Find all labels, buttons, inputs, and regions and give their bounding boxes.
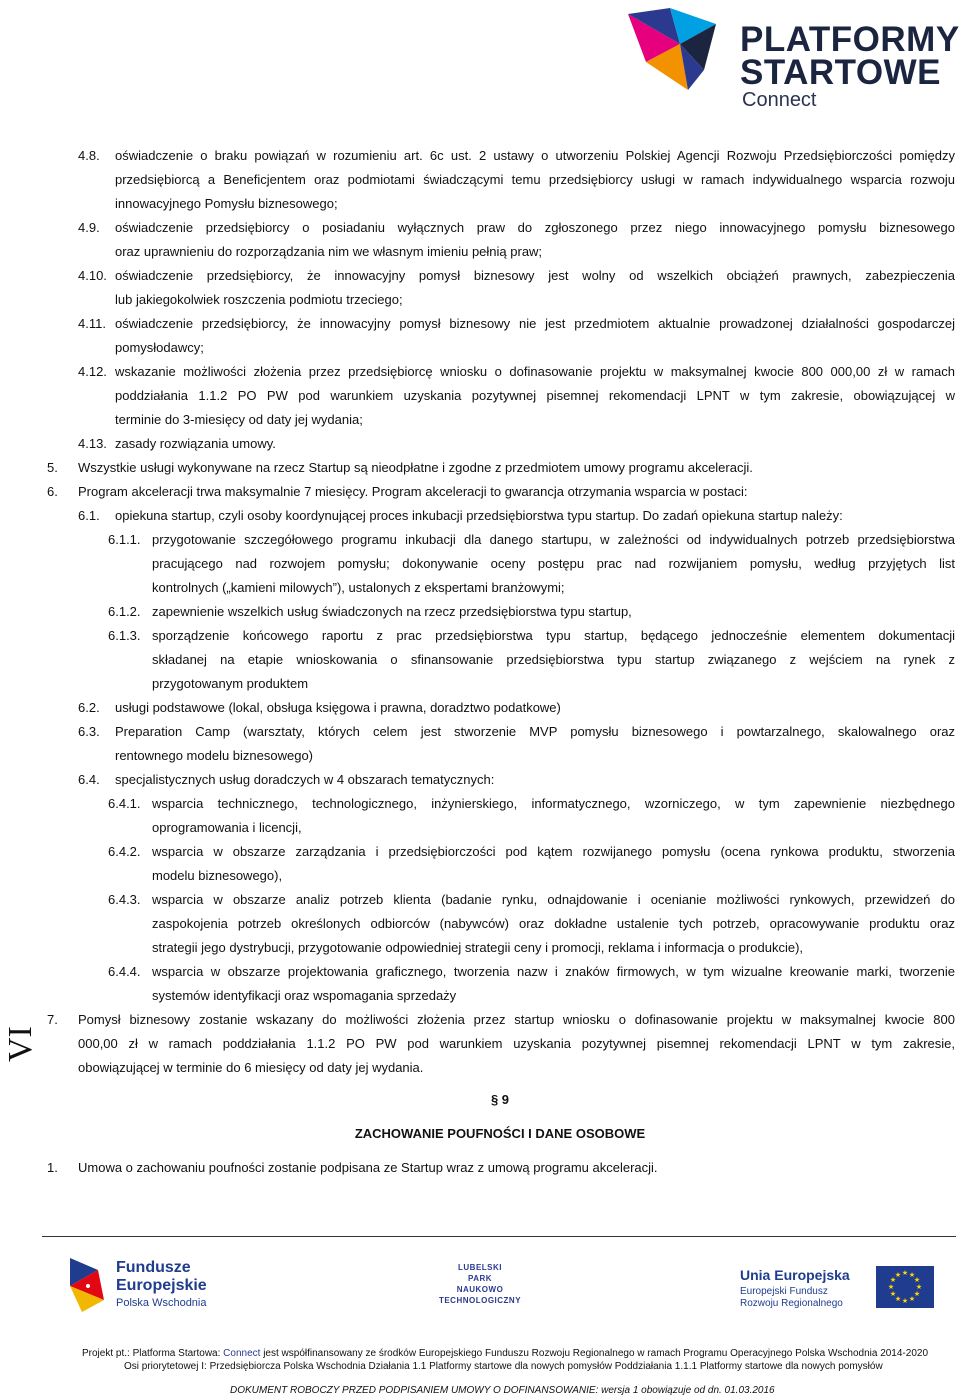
svg-text:★: ★ [889,1290,897,1298]
item-number: 6.1.1. [108,532,141,547]
item-text-line: specjalistycznych usług doradczych w 4 obszarach tematycznych: [115,772,495,787]
svg-text:★: ★ [908,1295,916,1303]
item-text-line: 000,00 zł w ramach poddziałania 1.1.2 PO PW pod warunkiem uzyskania pozytywnej pisemnej rekomendacji LPNT w tym zakresie, [78,1036,955,1051]
footer-project-rest: jest współfinansowany ze środków Europejskiego Funduszu Rozwoju Regionalnego w ramach Programu Operacyjnego Polska Wschodnia 2014-2020 [260,1348,929,1359]
item-text-line: strategii jego dystrybucji, przygotowanie odpowiedniej strategii ceny i promocji, reklama i informacja o produkcie), [152,940,804,955]
item-text-line: zaspokojenia potrzeb określonych odbiorców (nabywców) oraz dokładne ustalenie tych potrzeb, opracowywanie produktu oraz [152,916,955,931]
footer-project-line [82,1348,928,1360]
svg-text:★: ★ [913,1290,921,1298]
section-title: ZACHOWANIE POUFNOŚCI I DANE OSOBOWE [354,1126,646,1141]
item-text-line: terminie do 3-miesięcy od daty jej wydania; [115,412,363,427]
item-text-line: wsparcia w obszarze projektowania graficznego, tworzenia nazw i znaków firmowych, w tym wizualne kreowanie marki, tworzenie [152,964,955,979]
item-text-line: usługi podstawowe (lokal, obsługa księgowa i prawna, doradztwo podatkowe) [115,700,561,715]
lp-logo-line: TECHNOLOGICZNY [438,1296,522,1305]
item-text-line: wsparcia w obszarze zarządzania i przedsiębiorczości pod kątem rozwijanego pomysłu (ocena rynkowa produktu, stworzenia [152,844,955,859]
fe-logo-line3: Polska Wschodnia [116,1297,207,1309]
eu-flag-icon [876,1266,934,1308]
fundusze-europejskie-logo [68,1252,228,1316]
svg-text:★: ★ [915,1283,923,1291]
svg-text:★: ★ [887,1283,895,1291]
item-number: 6.1. [78,508,100,523]
item-text-line: obowiązującej w terminie do 6 miesięcy od daty jej wydania. [78,1060,424,1075]
item-text-line: systemów identyfikacji oraz wspomagania sprzedaży [152,988,457,1003]
item-number: 4.13. [78,436,107,451]
footer-divider [42,1236,956,1237]
item-text-line: oświadczenie przedsiębiorcy o posiadaniu wyłącznych praw do zgłoszonego przez niego innowacyjnego pomysłu biznesowego [115,220,955,235]
item-text-line: przygotowanie szczegółowego programu inkubacji dla danego startupu, w zależności od indywidualnych potrzeb przedsiębiorstwa [152,532,955,547]
footer-draft-notice: DOKUMENT ROBOCZY PRZED PODPISANIEM UMOWY O DOFINANSOWANIE: wersja 1 obowiązuje od dn. 01.03.2016 [230,1385,775,1396]
item-text-line: Pomysł biznesowy zostanie wskazany do możliwości złożenia przez startup wniosku o dofinasowanie projektu w maksymalnej kwocie 800 [78,1012,955,1027]
platformy-startowe-logo [618,4,960,116]
footer-project-connect: Connect [223,1348,261,1359]
origami-bird-icon [618,4,738,116]
item-text-line: Wszystkie usługi wykonywane na rzecz Startup są nieodpłatne i zgodne z przedmiotem umowy programu akceleracji. [78,460,753,475]
footer-project-prefix: Projekt pt.: Platforma Startowa: [82,1348,224,1359]
item-number: 6. [47,484,58,499]
item-number: 4.10. [78,268,107,283]
item-number: 6.3. [78,724,100,739]
item-text-line: Program akceleracji trwa maksymalnie 7 miesięcy. Program akceleracji to gwarancja otrzymania wsparcia w postaci: [78,484,748,499]
item-number: 6.2. [78,700,100,715]
svg-text:★: ★ [913,1276,921,1284]
item-text-line: przedsiębiorcą a Beneficjentem oraz podmiotami świadczącymi temu przedsiębiorcy usługi w ramach indywidualnego wsparcia rozwoju [115,172,955,187]
item-text-line: oraz uprawnieniu do rozporządzania nim we własnym imieniu pełnią praw; [115,244,543,259]
item-text-line: pomysłodawcy; [115,340,204,355]
svg-text:★: ★ [894,1295,902,1303]
item-number: 4.9. [78,220,100,235]
item-number: 6.4.1. [108,796,141,811]
logo-title-line2: STARTOWE [740,53,942,92]
svg-text:★: ★ [889,1276,897,1284]
item-text-line: przygotowanym produktem [152,676,309,691]
lubelski-park-logo [430,1262,530,1314]
item-number: 4.12. [78,364,107,379]
item-number: 6.4.2. [108,844,141,859]
logo-subtitle: Connect [742,89,817,111]
item-text-line: Umowa o zachowaniu poufności zostanie podpisana ze Startup wraz z umową programu akceleracji. [78,1160,658,1175]
item-text-line: wsparcia w obszarze analiz potrzeb klienta (badanie rynku, odnajdowanie i ocenianie możliwości rynkowych, przewidzeń do [152,892,955,907]
item-text-line: oświadczenie przedsiębiorcy, że innowacyjny pomysł biznesowy nie jest przedmiotem aktualnie prowadzonej działalności gospodarczej [115,316,955,331]
svg-text:★: ★ [894,1271,902,1279]
item-text-line: opiekuna startup, czyli osoby koordynującej proces inkubacji przedsiębiorstwa typu startup. Do zadań opiekuna startup należy: [115,508,843,523]
unia-europejska-logo [740,1262,936,1318]
item-text-line: zasady rozwiązania umowy. [115,436,276,451]
side-margin-mark [0,1000,40,1060]
item-text-line: zapewnienie wszelkich usług świadczonych na rzecz przedsiębiorstwa typu startup, [152,604,632,619]
lp-logo-line: PARK [467,1274,493,1283]
item-text-line: pracującego nad rozwojem pomysłu; dokonywanie oceny postępu prac nad rozwijaniem pomysłu, według przyjętych list [152,556,955,571]
svg-text:★: ★ [908,1271,916,1279]
item-number: 4.11. [78,316,106,331]
item-text-line: innowacyjnego Pomysłu biznesowego; [115,196,338,211]
item-text-line: modelu biznesowego), [152,868,283,883]
fe-logo-line2: Europejskie [116,1277,207,1294]
item-text-line: oświadczenie przedsiębiorcy, że innowacyjny pomysł biznesowy jest wolny od wszelkich obciążeń prawnych, zabezpieczenia [115,268,955,283]
item-number: 7. [47,1012,58,1027]
item-number: 6.1.2. [108,604,141,619]
item-number: 5. [47,460,58,475]
item-text-line: Preparation Camp (warsztaty, których celem jest stworzenie MVP pomysłu biznesowego i powtarzalnego, skalowalnego oraz [115,724,955,739]
item-text-line: oświadczenie o braku powiązań w rozumieniu art. 6c ust. 2 ustawy o utworzeniu Polskiej Agencji Rozwoju Przedsiębiorczości pomiędzy [115,148,955,163]
fe-logo-icon [68,1256,112,1314]
item-number: 6.4.3. [108,892,141,907]
svg-text:★: ★ [901,1269,909,1277]
item-text-line: poddziałania 1.1.2 PO PW pod warunkiem uzyskania pozytywnej pisemnej rekomendacji LPNT w tym zakresie, obowiązującej w [115,388,955,403]
item-text-line: składanej na etapie wnioskowania o sfinansowanie przedsiębiorstwa typu startup związanego z wejściem na rynek z [152,652,955,667]
section-sign: § 9 [490,1092,510,1107]
item-number: 6.4.4. [108,964,141,979]
lp-logo-line: LUBELSKI [458,1263,502,1272]
item-number: 4.8. [78,148,100,163]
item-text-line: sporządzenie końcowego raportu z prac przedsiębiorstwa typu startup, będącego jednocześnie elementem dokumentacji [152,628,955,643]
footer-axis-line: Osi priorytetowej I: Przedsiębiorcza Polska Wschodnia Działania 1.1 Platformy startowe dla nowych pomysłów Poddziałania 1.1.1 Platformy startowe dla nowych pomysłów [124,1361,883,1372]
item-number: 6.1.3. [108,628,141,643]
side-mark-text: VI [2,1026,39,1062]
ue-logo-line1: Unia Europejska [740,1267,850,1283]
item-number: 6.4. [78,772,100,787]
item-text-line: rentownego modelu biznesowego) [115,748,314,763]
item-number: 1. [47,1160,58,1175]
lp-logo-line: NAUKOWO [456,1285,504,1294]
ue-logo-line3: Rozwoju Regionalnego [740,1298,843,1309]
ue-logo-line2: Europejski Fundusz [740,1286,828,1297]
svg-text:★: ★ [901,1297,909,1305]
item-text-line: wskazanie możliwości złożenia przez przedsiębiorcę wniosku o dofinasowanie projektu w maksymalnej kwocie 800 000,00 zł w ramach [115,364,955,379]
item-text-line: kontrolnych („kamieni milowych”), ustalonych z ekspertami branżowymi; [152,580,565,595]
logo-title-line1: PLATFORMY [740,20,960,59]
item-text-line: wsparcia technicznego, technologicznego, inżynierskiego, informatycznego, wzorniczego, w tym zapewnienie niezbędnego [152,796,955,811]
fe-logo-line1: Fundusze [116,1259,191,1276]
item-text-line: lub jakiegokolwiek roszczenia podmiotu trzeciego; [115,292,403,307]
item-text-line: oprogramowania i licencji, [152,820,302,835]
